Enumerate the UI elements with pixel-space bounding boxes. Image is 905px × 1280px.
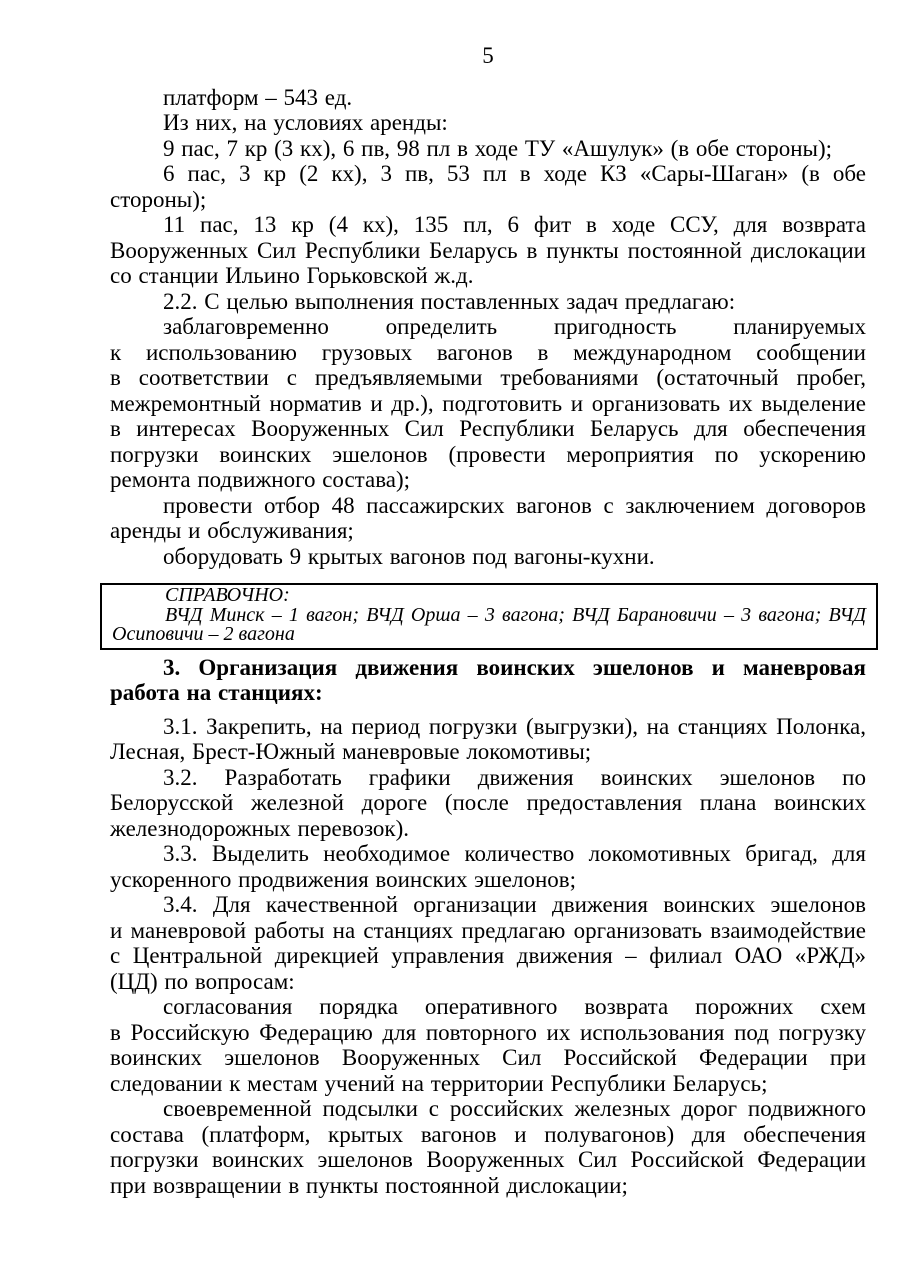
paragraph-ssu-return: 11 пас, 13 кр (4 кх), 135 пл, 6 фит в ходе ССУ, для возврата Вооруженных Сил Республики Беларусь в пункты постоянной дислокации со станции Ильино Горьковской ж.д.: [110, 212, 866, 288]
paragraph-lease-intro: Из них, на условиях аренды:: [163, 110, 448, 135]
paragraph-platforms-total: платформ – 543 ед.: [163, 84, 353, 110]
paragraph-passenger-wagons: провести отбор 48 пассажирских вагонов с заключением договоров аренды и обслуживания;: [110, 492, 866, 543]
reference-box: [100, 583, 878, 650]
paragraph-3-2: 3.2. Разработать графики движения воинских эшелонов по Белорусской железной дороге (после предоставления плана воинских железнодорожных перевозок).: [110, 764, 866, 841]
reference-box-title: СПРАВОЧНО:: [165, 584, 290, 606]
paragraph-ashuluk: 9 пас, 7 кр (3 кх), 6 пв, 98 пл в ходе ТУ «Ашулук» (в обе стороны);: [163, 135, 833, 161]
paragraph-sary-shagan: 6 пас, 3 кр (2 кх), 3 пв, 53 пл в ходе КЗ «Сары-Шаган» (в обе стороны);: [110, 161, 866, 212]
paragraph-rolling-stock-supply: своевременной подсылки с российских железных дорог подвижного состава (платформ, крытых вагонов и полувагонов) для обеспечения погрузки воинских эшелонов Вооруженных Сил Российской Федерации при возвращении в пункты постоянной дислокации;: [110, 1096, 866, 1198]
paragraph-3-1: 3.1. Закрепить, на период погрузки (выгрузки), на станциях Полонка, Лесная, Брест-Южный маневровые локомотивы;: [110, 713, 866, 764]
paragraph-3-4: 3.4. Для качественной организации движения воинских эшелонов и маневровой работы на станциях предлагаю организовать взаимодействие с Центральной дирекцией управления движения – филиал ОАО «РЖД» (ЦД) по вопросам:: [110, 892, 866, 994]
reference-box-text: ВЧД Минск – 1 вагон; ВЧД Орша – 3 вагона; ВЧД Барановичи – 3 вагона; ВЧД Осиповичи – 2 вагона: [112, 603, 866, 645]
paragraph-wagon-preparation: заблаговременно определить пригодность планируемых к использованию грузовых вагонов в международном сообщении в соответствии с предъявляемыми требованиями (остаточный пробег, межремонтный норматив и др.), подготовить и организовать их выделение в интересах Вооруженных Сил Республики Беларусь для обеспечения погрузки воинских эшелонов (провести мероприятия по ускорению ремонта подвижного состава);: [110, 314, 866, 492]
paragraph-empty-wagons-return: согласования порядка оперативного возврата порожних схем в Российскую Федерацию для повторного их использования под погрузку воинских эшелонов Вооруженных Сил Российской Федерации при следовании к местам учений на территории Республики Беларусь;: [110, 994, 866, 1096]
paragraph-3-3: 3.3. Выделить необходимое количество локомотивных бригад, для ускоренного продвижения воинских эшелонов;: [110, 841, 866, 892]
paragraph-2-2: 2.2. С целью выполнения поставленных задач предлагаю:: [163, 288, 736, 314]
page-number: 5: [482, 43, 494, 68]
section-3-heading: 3. Организация движения воинских эшелонов и маневровая работа на станциях:: [110, 654, 866, 705]
paragraph-kitchen-wagons: оборудовать 9 крытых вагонов под вагоны-кухни.: [163, 543, 655, 569]
